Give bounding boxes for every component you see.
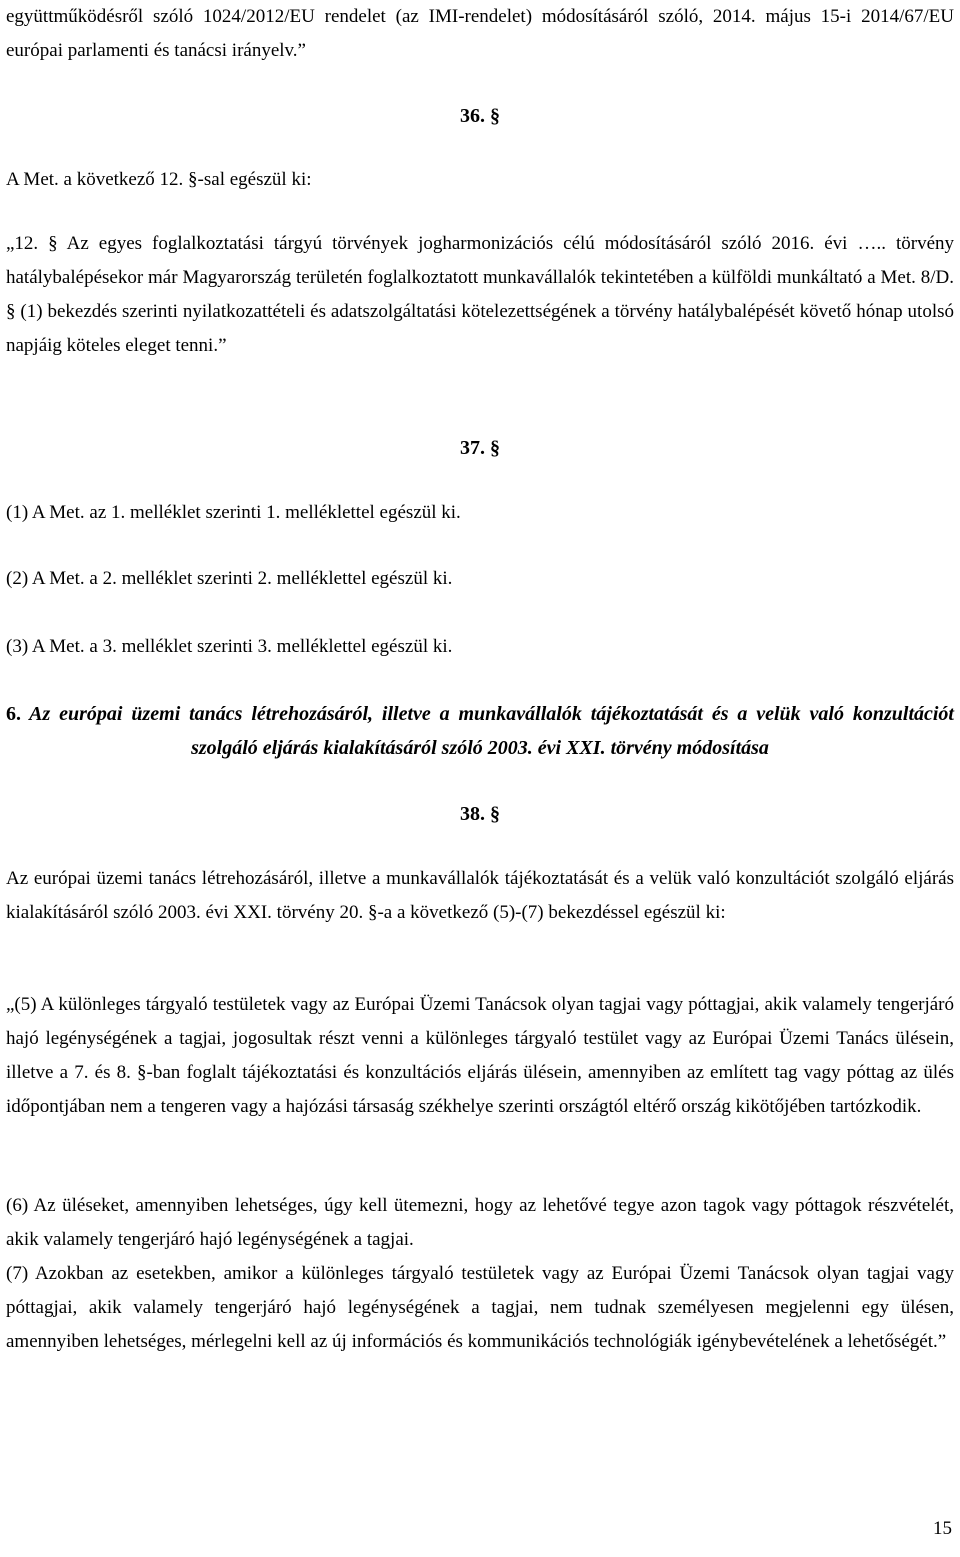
section-38-paragraph-6: (6) Az üléseket, amennyiben lehetséges, úgy kell ütemezni, hogy az lehetővé tegye azon tagok vagy póttagok részvételét, akik valamely tengerjáró hajó legénységének a tagjai. <box>6 1195 954 1250</box>
section-36-quoted-text: „12. § Az egyes foglalkoztatási tárgyú törvények jogharmonizációs célú módosításáról szóló 2016. évi ….. törvény hatálybalépésekor már Magyarország területén foglalkoztatott munkavállalók tekintetében a külföldi munkáltató a Met. 8/D. § (1) bekezdés szerinti nyilatkozattételi és adatszolgáltatási kötelezettségének a törvény hatálybalépését követő hónap utolsó napjáig köteles eleget tenni.” <box>6 233 954 356</box>
page-number: 15 <box>933 1518 952 1539</box>
chapter-6-title: Az európai üzemi tanács létrehozásáról, illetve a munkavállalók tájékoztatását és a velük való konzultációt szolgáló eljárás kialakításáról szóló 2003. évi XXI. törvény módosítása <box>29 703 954 759</box>
section-38-paragraph-5: „(5) A különleges tárgyaló testületek vagy az Európai Üzemi Tanácsok olyan tagjai vagy póttagjai, akik valamely tengerjáró hajó legénységének a tagjai, jogosultak részt venni a különleges tárgyaló testület vagy az Európai Üzemi Tanács ülésein, illetve a 7. és 8. §-ban foglalt tájékoztatási és konzultációs eljárás ülésein, amennyiben az említett tag vagy póttag az ülés időpontjában nem a tengeren vagy a hajózási társaság székhelye szerinti országtól eltérő ország kikötőjében tartózkodik. <box>6 994 954 1117</box>
section-36-heading: 36. § <box>460 105 500 127</box>
section-37-item-2: (2) A Met. a 2. melléklet szerinti 2. melléklettel egészül ki. <box>6 568 453 589</box>
chapter-6-heading <box>6 697 954 765</box>
intro-paragraph: együttműködésről szóló 1024/2012/EU rendelet (az IMI-rendelet) módosításáról szóló, 2014. május 15-i 2014/67/EU európai parlamenti és tanácsi irányelv.” <box>6 6 954 61</box>
section-38-lead: Az európai üzemi tanács létrehozásáról, illetve a munkavállalók tájékoztatását és a velük való konzultációt szolgáló eljárás kialakításáról szóló 2003. évi XXI. törvény 20. §-a a következő (5)-(7) bekezdéssel egészül ki: <box>6 868 954 923</box>
section-37-item-1: (1) A Met. az 1. melléklet szerinti 1. melléklettel egészül ki. <box>6 502 461 523</box>
chapter-6-number: 6. <box>6 703 21 725</box>
section-37-item-3: (3) A Met. a 3. melléklet szerinti 3. melléklettel egészül ki. <box>6 636 453 657</box>
section-36-lead: A Met. a következő 12. §-sal egészül ki: <box>6 169 312 190</box>
section-38-paragraph-7: (7) Azokban az esetekben, amikor a különleges tárgyaló testületek vagy az Európai Üzemi Tanácsok olyan tagjai vagy póttagjai, akik valamely tengerjáró hajó legénységének a tagjai, nem tudnak személyesen megjelenni egy ülésen, amennyiben lehetséges, mérlegelni kell az új információs és kommunikációs technológiák igénybevételének a lehetőségét.” <box>6 1263 954 1352</box>
section-38-heading: 38. § <box>460 803 500 825</box>
section-37-heading: 37. § <box>460 437 500 459</box>
